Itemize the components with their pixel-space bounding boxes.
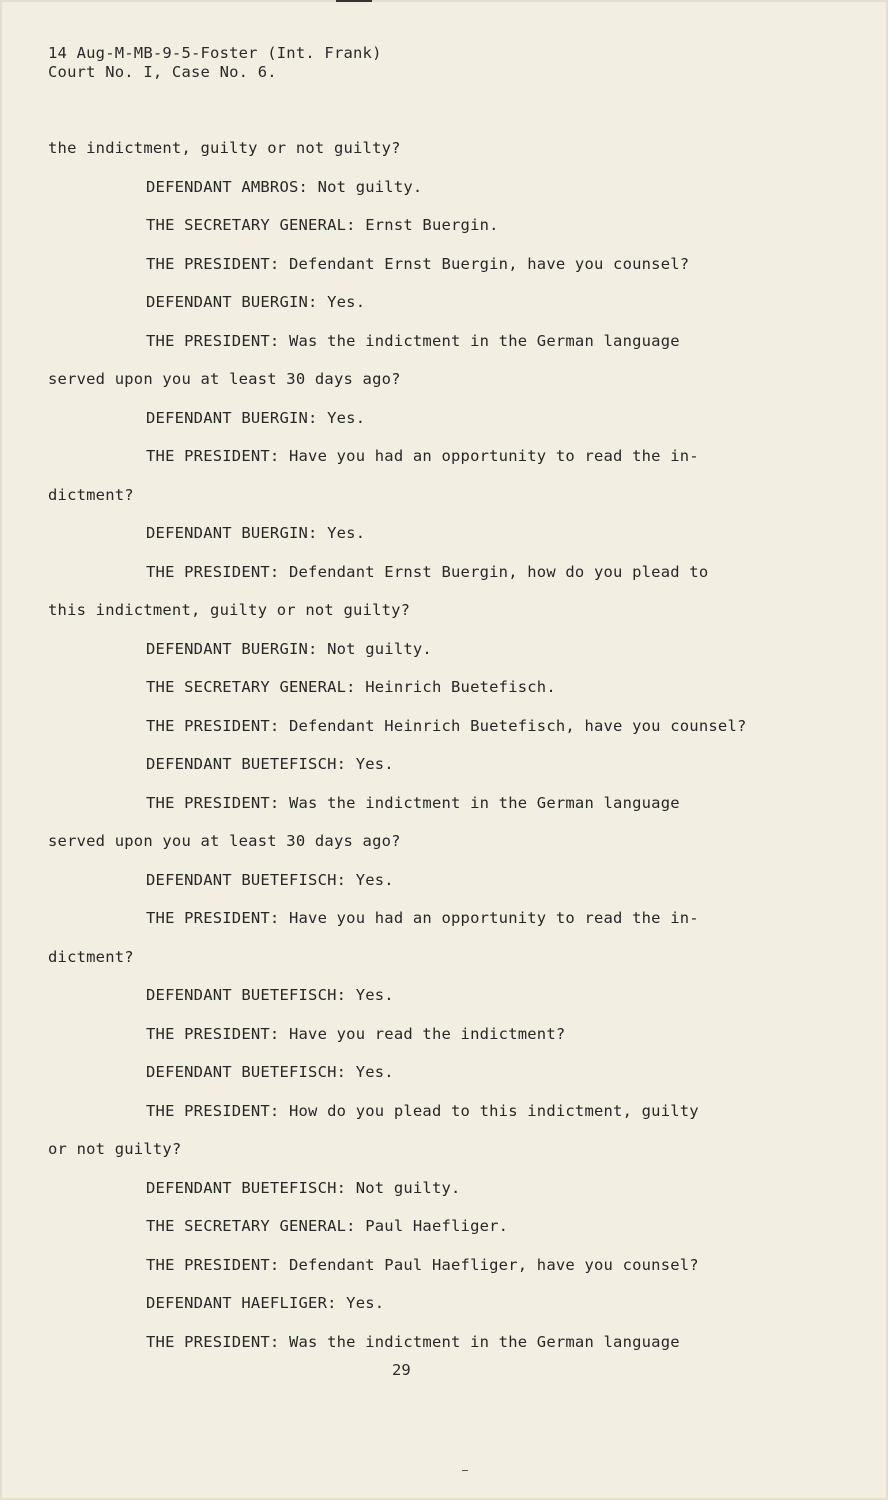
transcript-line: THE PRESIDENT: Was the indictment in the German language	[146, 1332, 680, 1351]
transcript-line: THE PRESIDENT: Defendant Ernst Buergin, have you counsel?	[146, 254, 690, 273]
transcript-line: THE PRESIDENT: Defendant Heinrich Buetefisch, have you counsel?	[146, 716, 747, 735]
transcript-line: THE SECRETARY GENERAL: Paul Haefliger.	[146, 1217, 509, 1235]
transcript-line: served upon you at least 30 days ago?	[48, 832, 401, 850]
transcript-line: DEFENDANT BUETEFISCH: Not guilty.	[146, 1178, 461, 1197]
transcript-line: the indictment, guilty or not guilty?	[48, 139, 401, 157]
transcript-line: DEFENDANT BUETEFISCH: Yes.	[146, 755, 394, 773]
transcript-body	[48, 136, 848, 1368]
transcript-line: served upon you at least 30 days ago?	[48, 370, 401, 388]
transcript-line: this indictment, guilty or not guilty?	[48, 601, 411, 619]
transcript-line: DEFENDANT BUETEFISCH: Yes.	[146, 986, 394, 1004]
transcript-line: THE PRESIDENT: Was the indictment in the German language	[146, 331, 680, 350]
transcript-line: THE SECRETARY GENERAL: Ernst Buergin.	[146, 216, 499, 234]
top-edge-mark	[336, 0, 372, 2]
transcript-line: DEFENDANT BUERGIN: Yes.	[146, 293, 366, 311]
bottom-edge-mark	[462, 1470, 468, 1471]
transcript-line: THE PRESIDENT: Have you had an opportunity to read the in-	[146, 447, 699, 465]
transcript-line: THE PRESIDENT: How do you plead to this indictment, guilty	[146, 1101, 699, 1120]
transcript-line: DEFENDANT BUERGIN: Yes.	[146, 408, 366, 427]
transcript-line: DEFENDANT HAEFLIGER: Yes.	[146, 1294, 385, 1312]
transcript-line: THE PRESIDENT: Have you had an opportunity to read the in-	[146, 909, 699, 927]
header-reference-line: 14 Aug-M-MB-9-5-Foster (Int. Frank)	[48, 44, 382, 62]
transcript-line: or not guilty?	[48, 1140, 182, 1158]
transcript-line: DEFENDANT BUERGIN: Not guilty.	[146, 639, 432, 658]
transcript-line: THE PRESIDENT: Have you read the indictment?	[146, 1024, 566, 1043]
transcript-line: THE SECRETARY GENERAL: Heinrich Buetefisch.	[146, 678, 556, 696]
transcript-line: DEFENDANT BUERGIN: Yes.	[146, 524, 366, 542]
transcript-line: dictment?	[48, 947, 134, 966]
transcript-line: THE PRESIDENT: Defendant Ernst Buergin, how do you plead to	[146, 562, 709, 581]
transcript-line: dictment?	[48, 485, 134, 504]
transcript-line: THE PRESIDENT: Was the indictment in the German language	[146, 793, 680, 812]
header-court-line: Court No. I, Case No. 6.	[48, 63, 277, 81]
transcript-line: DEFENDANT BUETEFISCH: Yes.	[146, 870, 394, 889]
page-number: 29	[392, 1361, 411, 1379]
document-header	[48, 44, 382, 82]
transcript-line: THE PRESIDENT: Defendant Paul Haefliger, have you counsel?	[146, 1255, 699, 1274]
transcript-line: DEFENDANT AMBROS: Not guilty.	[146, 177, 423, 196]
transcript-line: DEFENDANT BUETEFISCH: Yes.	[146, 1063, 394, 1081]
